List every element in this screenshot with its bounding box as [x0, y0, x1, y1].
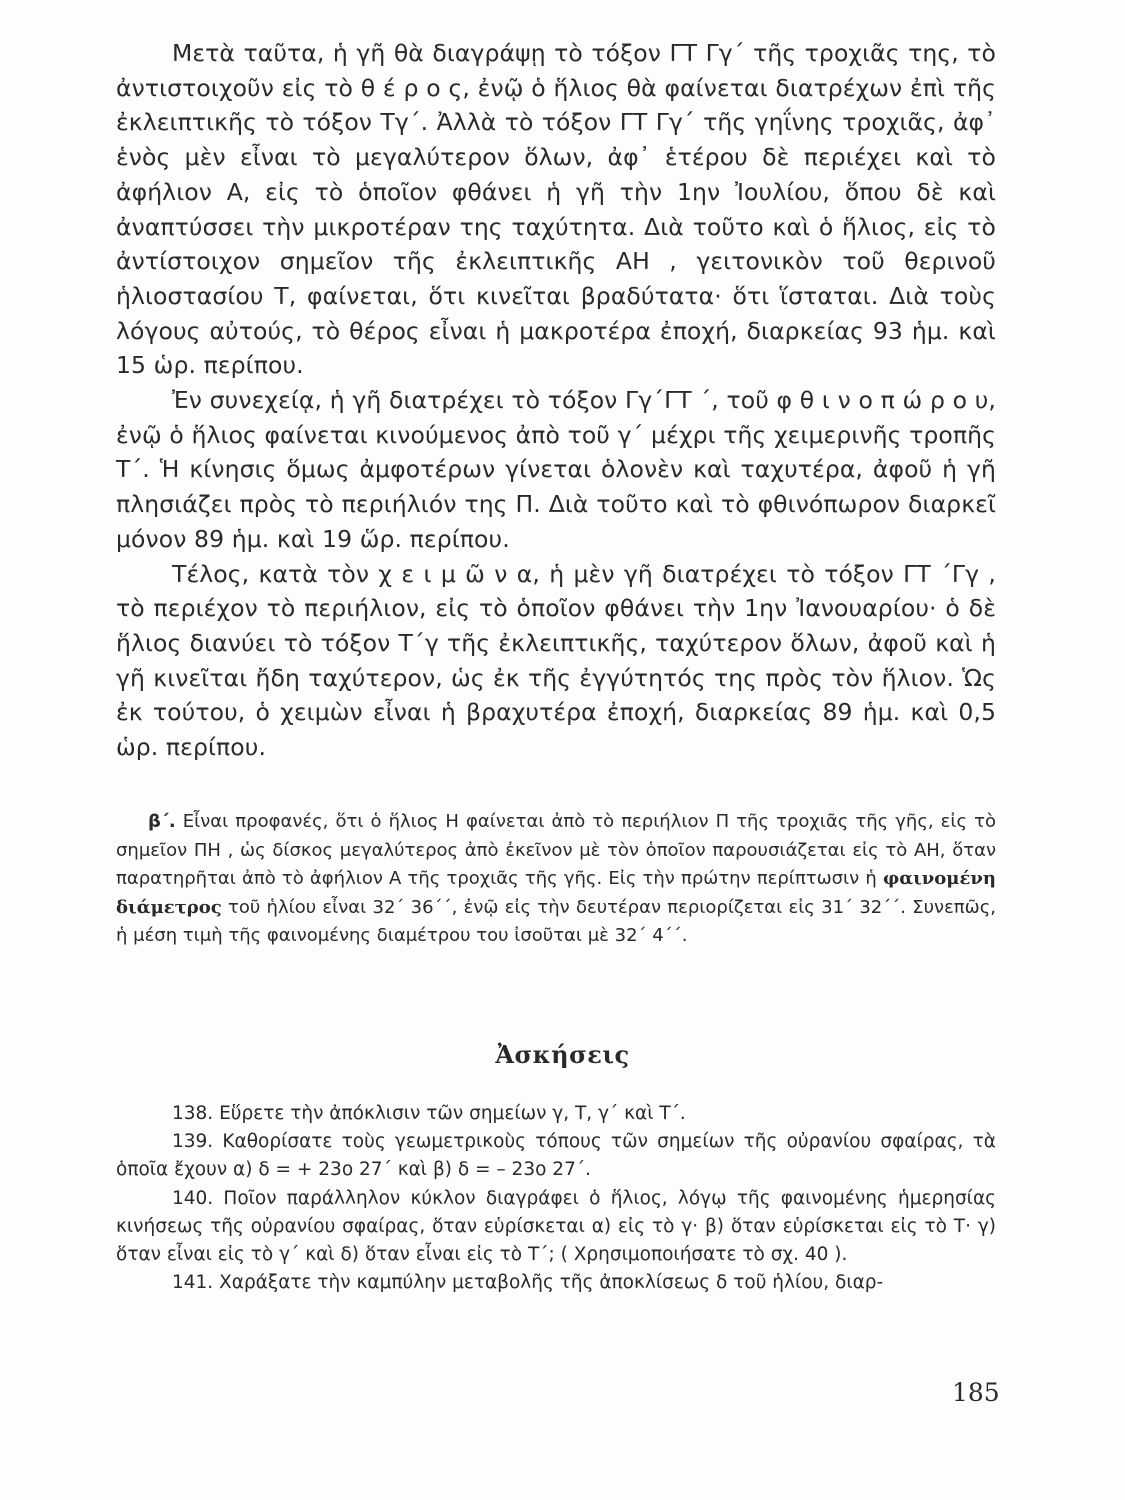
- note-text-after: τοῦ ἡλίου εἶναι 32΄ 36΄΄, ἐνῷ εἰς τὴν δευτέραν περιορίζεται εἰς 31΄ 32΄΄. Συνεπῶς, ἡ μέση τιμὴ τῆς φαινομένης διαμέτρου του ἰσοῦται μὲ 32΄ 4΄΄.: [116, 896, 996, 947]
- paragraph-autumn: Ἐν συνεχείᾳ, ἡ γῆ διατρέχει τὸ τόξον Γγ΄ΓΤ ΄, τοῦ φ θ ι ν ο π ώ ρ ο υ, ἐνῷ ὁ ἥλιος φαίνεται κινούμενος ἀπὸ τοῦ γ΄ μέχρι τῆς χειμερινῆς τροπῆς Τ΄. Ἡ κίνησις ὅμως ἀμφοτέρων γίνεται ὁλονὲν καὶ ταχυτέρα, ἀφοῦ ἡ γῆ πλησιάζει πρὸς τὸ περιήλιόν της Π. Διὰ τοῦτο καὶ τὸ φθινόπωρον διαρκεῖ μόνον 89 ἡμ. καὶ 19 ὥρ. περίπου.: [116, 386, 996, 553]
- note-block: [116, 808, 996, 951]
- page-number: 185: [952, 1378, 1000, 1407]
- exercises-list: [116, 1100, 996, 1297]
- paragraph-summer: Μετὰ ταῦτα, ἡ γῆ θὰ διαγράψῃ τὸ τόξον ΓΤ Γγ΄ τῆς τροχιᾶς της, τὸ ἀντιστοιχοῦν εἰς τὸ θ έ ρ ο ς, ἐνῷ ὁ ἥλιος θὰ φαίνεται διατρέχων ἐπὶ τῆς ἐκλειπτικῆς τὸ τόξον Τγ΄. Ἀλλὰ τὸ τόξον ΓΤ Γγ΄ τῆς γηΐνης τροχιᾶς, ἀφ᾽ ἑνὸς μὲν εἶναι τὸ μεγαλύτερον ὅλων, ἀφ᾽ ἑτέρου δὲ περιέχει καὶ τὸ ἀφήλιον Α, εἰς τὸ ὁποῖον φθάνει ἡ γῆ τὴν 1ην Ἰουλίου, ὅπου δὲ καὶ ἀναπτύσσει τὴν μικροτέραν της ταχύτητα. Διὰ τοῦτο καὶ ὁ ἥλιος, εἰς τὸ ἀντίστοιχον σημεῖον τῆς ἐκλειπτικῆς ΑΗ , γειτονικὸν τοῦ θερινοῦ ἡλιοστασίου Τ, φαίνεται, ὅτι κινεῖται βραδύτατα· ὅτι ἵσταται. Διὰ τοὺς λόγους αὐτούς, τὸ θέρος εἶναι ἡ μακροτέρα ἐποχή, διαρκείας 93 ἡμ. καὶ 15 ὡρ. περίπου.: [116, 39, 996, 380]
- note-bold-term: φαινομένη διάμετρος: [116, 868, 996, 918]
- exercise-140: 140. Ποῖον παράλληλον κύκλον διαγράφει ὁ ἥλιος, λόγῳ τῆς φαινομένης ἡμερησίας κινήσεως τῆς οὐρανίου σφαίρας, ὅταν εὑρίσκεται α) εἰς τὸ γ· β) ὅταν εὑρίσκεται εἰς τὸ Τ· γ) ὅταν εἶναι εἰς τὸ γ΄ καὶ δ) ὅταν εἶναι εἰς τὸ Τ΄; ( Χρησιμοποιήσατε τὸ σχ. 40 ).: [116, 1187, 996, 1266]
- main-text: [116, 36, 996, 765]
- note-label: β΄.: [148, 811, 176, 832]
- note-text-before: Εἶναι προφανές, ὅτι ὁ ἥλιος Η φαίνεται ἀπὸ τὸ περιήλιον Π τῆς τροχιᾶς τῆς γῆς, εἰς τὸ σημεῖον ΠΗ , ὡς δίσκος μεγαλύτερος ἀπὸ ἐκεῖνον μὲ τὸν ὁποῖον παρουσιάζεται εἰς τὸ ΑΗ, ὅταν παρατηρῆται ἀπὸ τὸ ἀφήλιον Α τῆς τροχιᾶς τῆς γῆς. Εἰς τὴν πρώτην περίπτωσιν ἡ: [116, 811, 996, 890]
- exercise-138: 138. Εὕρετε τὴν ἀπόκλισιν τῶν σημείων γ, Τ, γ΄ καὶ Τ΄.: [172, 1103, 686, 1124]
- paragraph-winter: Τέλος, κατὰ τὸν χ ε ι μ ῶ ν α, ἡ μὲν γῆ διατρέχει τὸ τόξον ΓΤ ΄Γγ , τὸ περιέχον τὸ περιήλιον, εἰς τὸ ὁποῖον φθάνει τὴν 1ην Ἰανουαρίου· ὁ δὲ ἥλιος διανύει τὸ τόξον Τ΄γ τῆς ἐκλειπτικῆς, ταχύτερον ὅλων, ἀφοῦ καὶ ἡ γῆ κινεῖται ἤδη ταχύτερον, ὡς ἐκ τῆς ἐγγύτητός της πρὸς τὸν ἥλιον. Ὡς ἐκ τούτου, ὁ χειμὼν εἶναι ἡ βραχυτέρα ἐποχή, διαρκείας 89 ἡμ. καὶ 0,5 ὡρ. περίπου.: [116, 559, 996, 762]
- exercise-141: 141. Χαράξατε τὴν καμπύλην μεταβολῆς τῆς ἀποκλίσεως δ τοῦ ἡλίου, διαρ-: [172, 1272, 884, 1294]
- exercises-heading: Ἀσκήσεις: [495, 1040, 630, 1069]
- note-paragraph: [116, 808, 996, 951]
- exercise-139: 139. Καθορίσατε τοὺς γεωμετρικοὺς τόπους τῶν σημείων τῆς οὐρανίου σφαίρας, τὰ ὁποῖα ἔχουν α) δ = + 23ο 27΄ καὶ β) δ = – 23ο 27΄.: [116, 1131, 996, 1181]
